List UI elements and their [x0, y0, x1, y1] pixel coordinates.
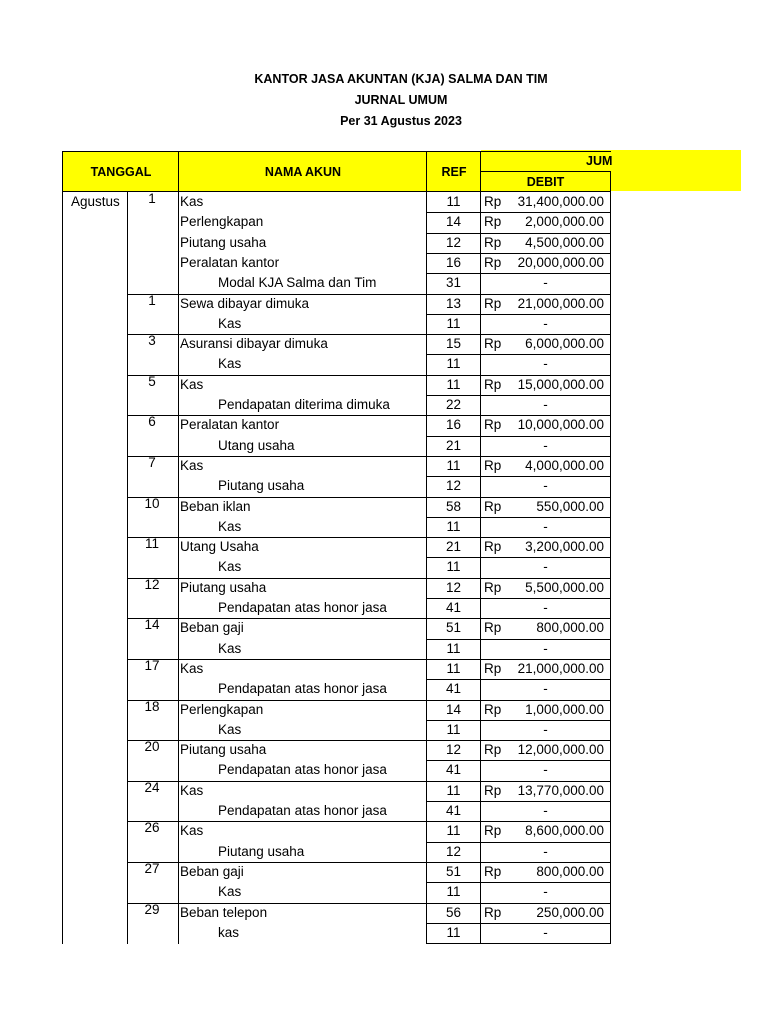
ref-cell: 16 — [445, 417, 462, 433]
account-cell: Perlengkapan — [180, 214, 264, 230]
debit-amount-cell: - — [543, 843, 548, 859]
day-cell — [128, 760, 176, 780]
debit-amount-cell: 21,000,000.00 — [517, 295, 604, 311]
header-sub-border — [481, 171, 610, 172]
currency-cell: Rp — [484, 295, 502, 311]
day-cell — [128, 212, 176, 232]
table-row — [0, 273, 768, 293]
ref-cell: 11 — [446, 782, 461, 798]
day-cell: 1 — [148, 292, 156, 308]
account-cell: Pendapatan atas honor jasa — [218, 600, 387, 615]
ref-cell: 41 — [445, 681, 462, 697]
table-row — [0, 456, 768, 476]
ref-cell: 11 — [446, 356, 461, 372]
currency-cell: Rp — [484, 863, 502, 879]
debit-amount-cell: 3,200,000.00 — [525, 539, 604, 555]
day-cell: 18 — [144, 698, 160, 714]
currency-cell: Rp — [484, 742, 502, 758]
day-cell: 14 — [144, 617, 160, 633]
table-row — [0, 354, 768, 374]
debit-amount-cell: 10,000,000.00 — [517, 417, 604, 433]
ref-cell: 41 — [445, 600, 462, 615]
ref-cell: 11 — [446, 518, 461, 534]
account-cell: Kas — [218, 518, 242, 534]
debit-amount-cell: 1,000,000.00 — [525, 701, 604, 717]
currency-cell: Rp — [484, 660, 502, 676]
table-row — [0, 801, 768, 821]
currency-cell: Rp — [484, 254, 502, 270]
account-cell: Piutang usaha — [218, 843, 305, 859]
debit-amount-cell: - — [543, 803, 548, 818]
debit-amount-cell: - — [543, 884, 548, 900]
table-row — [0, 740, 768, 760]
company-title: KANTOR JASA AKUNTAN (KJA) SALMA DAN TIM — [254, 72, 548, 86]
account-cell: Pendapatan atas honor jasa — [218, 803, 387, 818]
day-cell — [128, 598, 176, 618]
ref-cell: 16 — [445, 254, 462, 270]
ref-cell: 51 — [445, 620, 462, 636]
day-cell — [128, 882, 176, 902]
ref-cell: 12 — [445, 478, 462, 494]
currency-cell: Rp — [484, 336, 502, 352]
table-row — [0, 192, 768, 212]
ref-cell: 15 — [445, 336, 462, 352]
debit-amount-cell: 4,000,000.00 — [525, 457, 604, 473]
debit-amount-cell: - — [543, 478, 548, 494]
ref-cell: 21 — [445, 437, 462, 453]
table-row — [0, 415, 768, 435]
day-cell: 10 — [144, 495, 160, 511]
row-separator — [426, 943, 611, 944]
table-row — [0, 557, 768, 577]
table-row — [0, 659, 768, 679]
account-cell: Piutang usaha — [180, 579, 267, 595]
account-cell: Perlengkapan — [180, 701, 264, 717]
table-row — [0, 862, 768, 882]
account-cell: Pendapatan atas honor jasa — [218, 681, 387, 697]
table-row — [0, 760, 768, 780]
table-row — [0, 618, 768, 638]
currency-cell: Rp — [484, 214, 502, 230]
account-cell: Kas — [218, 559, 242, 575]
ref-cell: 11 — [446, 924, 461, 940]
ref-cell: 11 — [446, 640, 461, 656]
day-cell — [128, 679, 176, 699]
header-top-border — [62, 151, 611, 152]
day-cell: 27 — [144, 860, 160, 876]
account-cell: Peralatan kantor — [180, 254, 280, 270]
day-cell: 12 — [144, 576, 160, 592]
table-row — [0, 598, 768, 618]
currency-cell: Rp — [484, 701, 502, 717]
ref-cell: 11 — [446, 194, 461, 209]
day-cell — [128, 273, 176, 293]
account-cell: Piutang usaha — [180, 742, 267, 758]
table-row — [0, 253, 768, 273]
day-cell: 7 — [148, 454, 156, 470]
header-tanggal: TANGGAL — [63, 152, 179, 192]
account-cell: Beban iklan — [180, 498, 251, 514]
currency-cell: Rp — [484, 904, 502, 920]
debit-amount-cell: - — [543, 437, 548, 453]
ref-cell: 11 — [446, 315, 461, 331]
ref-cell: 56 — [445, 904, 462, 920]
day-cell: 11 — [144, 536, 159, 552]
ref-cell: 11 — [446, 823, 461, 839]
debit-amount-cell: 12,000,000.00 — [517, 742, 604, 758]
header-debit: DEBIT — [481, 171, 610, 192]
currency-cell: Rp — [484, 457, 502, 473]
table-row — [0, 537, 768, 557]
debit-amount-cell: - — [543, 600, 548, 615]
journal-title: JURNAL UMUM — [354, 93, 448, 107]
ref-cell: 14 — [445, 214, 462, 230]
currency-cell: Rp — [484, 234, 502, 250]
ref-cell: 11 — [446, 660, 461, 676]
debit-amount-cell: 5,500,000.00 — [525, 579, 604, 595]
debit-amount-cell: - — [543, 762, 548, 778]
table-row — [0, 882, 768, 902]
day-cell: 1 — [148, 191, 156, 206]
ref-cell: 21 — [445, 539, 462, 555]
debit-amount-cell: - — [543, 924, 548, 940]
account-cell: Asuransi dibayar dimuka — [180, 336, 328, 352]
currency-cell: Rp — [484, 782, 502, 798]
ref-cell: 51 — [445, 863, 462, 879]
period-title: Per 31 Agustus 2023 — [340, 114, 462, 128]
header-ref: REF — [427, 152, 481, 192]
debit-amount-cell: 15,000,000.00 — [517, 376, 604, 392]
day-cell: 6 — [148, 414, 156, 430]
ref-cell: 11 — [446, 884, 461, 900]
account-cell: Modal KJA Salma dan Tim — [218, 275, 377, 291]
debit-amount-cell: - — [543, 397, 548, 412]
debit-amount-cell: - — [543, 721, 548, 737]
debit-amount-cell: 800,000.00 — [536, 863, 604, 879]
account-cell: Kas — [180, 660, 204, 676]
account-cell: Kas — [180, 376, 204, 392]
header-jumlah-label: JUM — [586, 153, 613, 168]
day-cell — [128, 923, 176, 943]
day-cell: 3 — [148, 333, 156, 349]
account-cell: Kas — [180, 823, 204, 839]
currency-cell: Rp — [484, 579, 502, 595]
account-cell: Kas — [218, 884, 242, 900]
currency-cell: Rp — [484, 417, 502, 433]
currency-cell: Rp — [484, 620, 502, 636]
day-cell — [128, 354, 176, 374]
table-row — [0, 821, 768, 841]
table-row — [0, 212, 768, 232]
table-row — [0, 700, 768, 720]
day-cell — [128, 476, 176, 496]
table-row — [0, 375, 768, 395]
day-cell — [128, 395, 176, 415]
account-cell: Utang usaha — [218, 437, 295, 453]
debit-amount-cell: 2,000,000.00 — [525, 214, 604, 230]
debit-amount-cell: 20,000,000.00 — [517, 254, 604, 270]
account-cell: Kas — [180, 782, 204, 798]
debit-amount-cell: - — [543, 315, 548, 331]
table-row — [0, 781, 768, 801]
debit-amount-cell: 6,000,000.00 — [525, 336, 604, 352]
day-cell: 17 — [144, 657, 160, 673]
account-cell: Kas — [218, 356, 242, 372]
table-row — [0, 842, 768, 862]
account-cell: Sewa dibayar dimuka — [180, 295, 310, 311]
table-row — [0, 923, 768, 943]
ref-cell: 11 — [446, 457, 461, 473]
account-cell: Kas — [180, 194, 204, 209]
debit-amount-cell: 250,000.00 — [536, 904, 604, 920]
ref-cell: 41 — [445, 762, 462, 778]
account-cell: Beban gaji — [180, 620, 244, 636]
table-row — [0, 436, 768, 456]
account-cell: Pendapatan diterima dimuka — [218, 397, 390, 412]
currency-cell: Rp — [484, 498, 502, 514]
account-cell: Peralatan kantor — [180, 417, 280, 433]
day-cell — [128, 253, 176, 273]
day-cell — [128, 314, 176, 334]
account-cell: Beban telepon — [180, 904, 268, 920]
debit-amount-cell: - — [543, 518, 548, 534]
ref-cell: 12 — [445, 234, 462, 250]
account-cell: Kas — [218, 721, 242, 737]
header-nama-akun: NAMA AKUN — [179, 152, 427, 192]
ref-cell: 13 — [445, 295, 462, 311]
table-row — [0, 476, 768, 496]
account-cell: Kas — [218, 315, 242, 331]
ref-cell: 31 — [445, 275, 462, 291]
table-row — [0, 334, 768, 354]
ref-cell: 58 — [445, 498, 462, 514]
debit-amount-cell: 800,000.00 — [536, 620, 604, 636]
day-cell: 26 — [144, 820, 160, 836]
table-row — [0, 294, 768, 314]
day-cell — [128, 801, 176, 821]
ref-cell: 11 — [446, 376, 461, 392]
ref-cell: 12 — [445, 579, 462, 595]
debit-amount-cell: - — [543, 681, 548, 697]
header-overflow — [610, 171, 741, 191]
ref-cell: 11 — [446, 559, 461, 575]
table-row — [0, 720, 768, 740]
debit-amount-cell: - — [543, 559, 548, 575]
month-cell: Agustus — [71, 194, 120, 209]
table-row — [0, 233, 768, 253]
header-jumlah — [481, 150, 741, 171]
debit-amount-cell: 21,000,000.00 — [517, 660, 604, 676]
debit-amount-cell: 4,500,000.00 — [525, 234, 604, 250]
table-row — [0, 517, 768, 537]
day-cell — [128, 233, 176, 253]
currency-cell: Rp — [484, 823, 502, 839]
ref-cell: 41 — [445, 803, 462, 818]
table-row — [0, 903, 768, 923]
day-cell — [128, 557, 176, 577]
debit-amount-cell: - — [543, 275, 548, 291]
day-cell — [128, 517, 176, 537]
table-row — [0, 578, 768, 598]
debit-amount-cell: 550,000.00 — [536, 498, 604, 514]
day-cell: 20 — [144, 739, 160, 755]
ref-cell: 12 — [445, 843, 462, 859]
day-cell — [128, 639, 176, 659]
day-cell: 24 — [144, 779, 160, 795]
table-row — [0, 679, 768, 699]
account-cell: Kas — [180, 457, 204, 473]
day-cell — [128, 436, 176, 456]
debit-amount-cell: 8,600,000.00 — [525, 823, 604, 839]
debit-amount-cell: 13,770,000.00 — [517, 782, 604, 798]
account-cell: Kas — [218, 640, 242, 656]
currency-cell: Rp — [484, 376, 502, 392]
table-row — [0, 395, 768, 415]
account-cell: Beban gaji — [180, 863, 244, 879]
day-cell — [128, 720, 176, 740]
debit-amount-cell: - — [543, 640, 548, 656]
account-cell: Pendapatan atas honor jasa — [218, 762, 387, 778]
account-cell: Utang Usaha — [180, 539, 259, 555]
table-row — [0, 314, 768, 334]
ref-cell: 22 — [445, 397, 462, 412]
table-row — [0, 639, 768, 659]
currency-cell: Rp — [484, 194, 502, 209]
day-cell — [128, 842, 176, 862]
account-cell: kas — [218, 924, 240, 940]
day-cell: 29 — [144, 901, 160, 917]
debit-amount-cell: - — [543, 356, 548, 372]
ref-cell: 12 — [445, 742, 462, 758]
currency-cell: Rp — [484, 539, 502, 555]
ref-cell: 11 — [446, 721, 461, 737]
day-cell: 5 — [148, 373, 156, 389]
account-cell: Piutang usaha — [180, 234, 267, 250]
table-row — [0, 497, 768, 517]
debit-amount-cell: 31,400,000.00 — [517, 194, 604, 209]
account-cell: Piutang usaha — [218, 478, 305, 494]
ref-cell: 14 — [445, 701, 462, 717]
